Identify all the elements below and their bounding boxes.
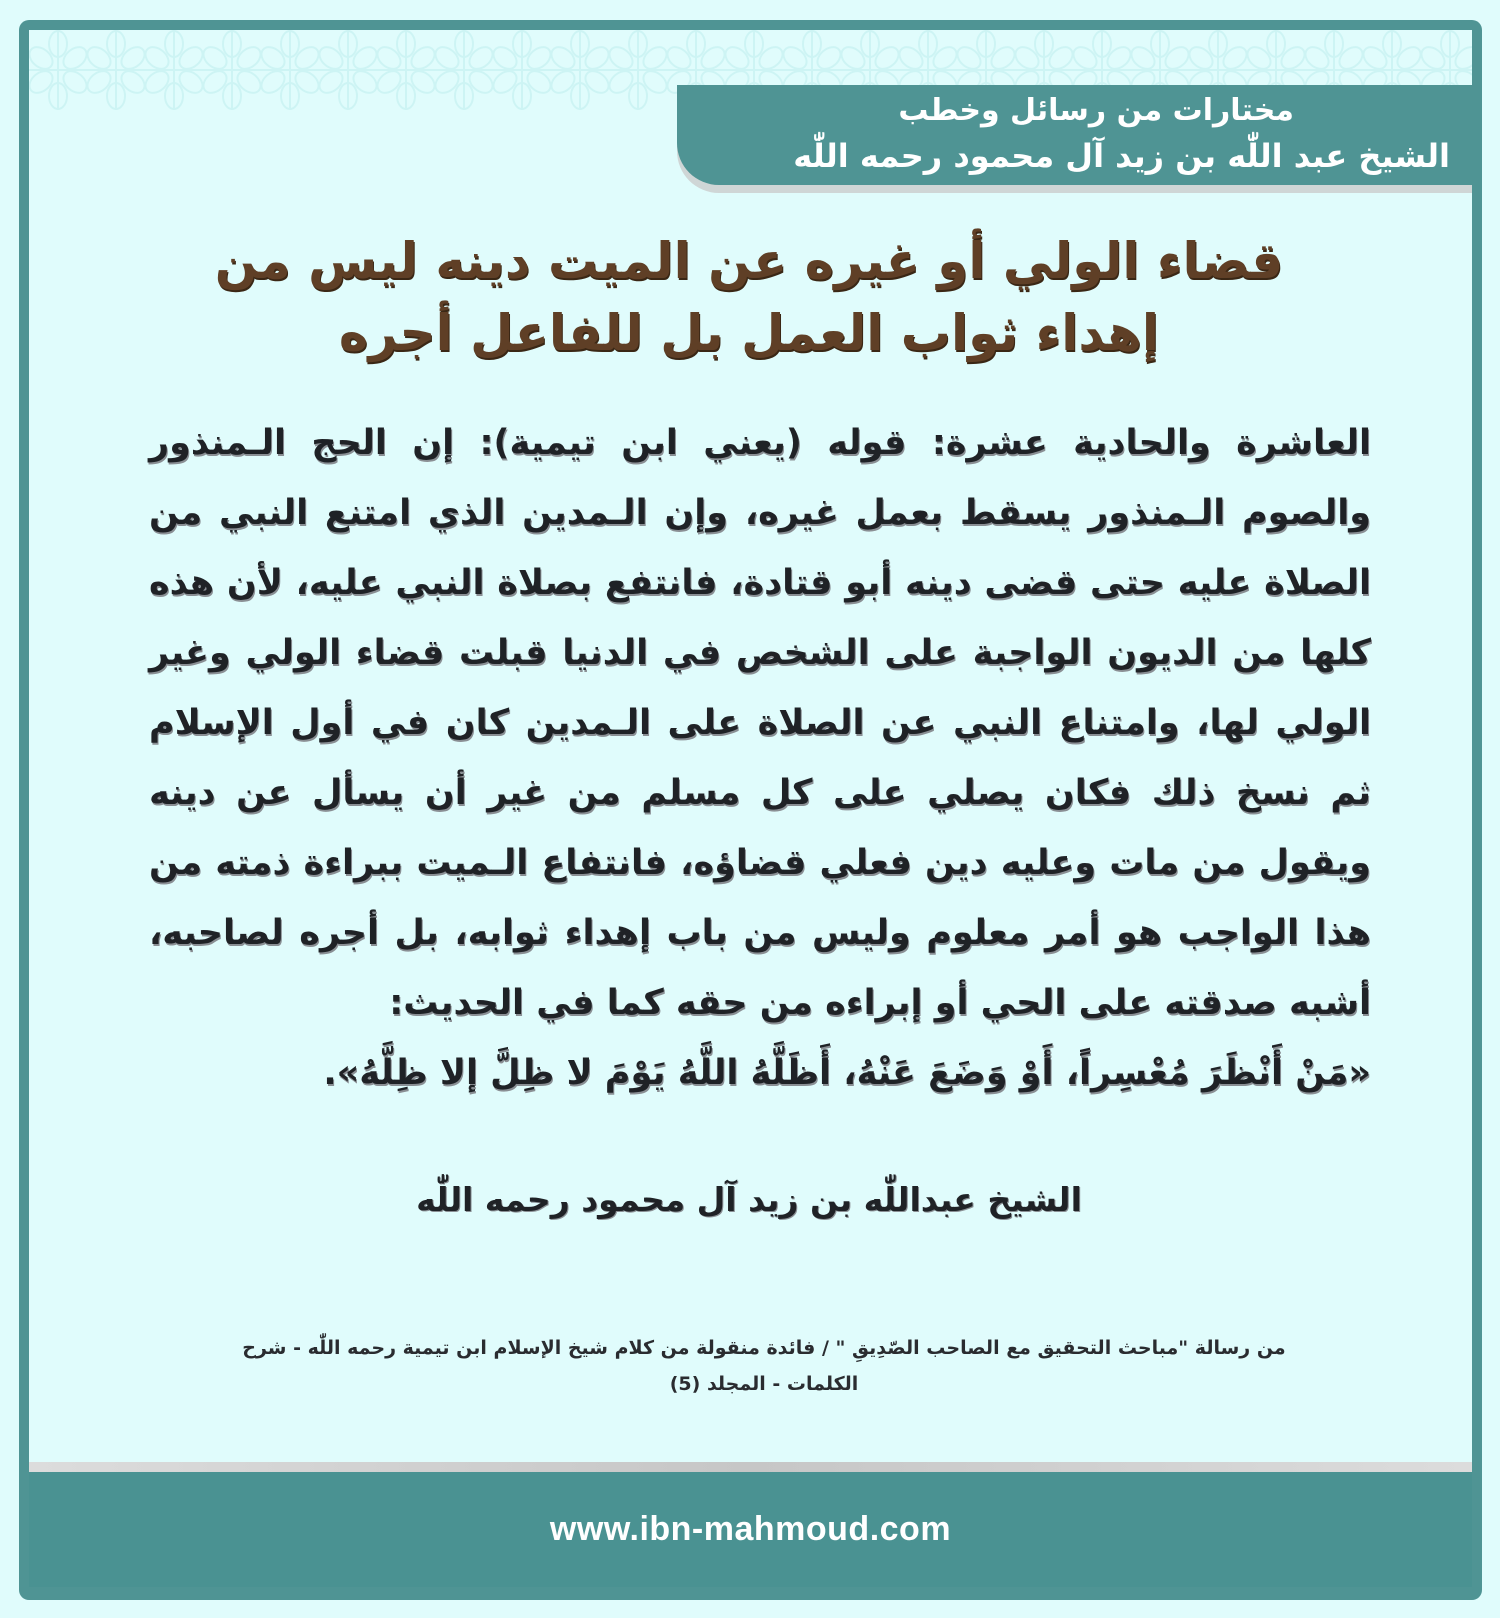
hadith-quote: «مَنْ أَنْظَرَ مُعْسِراً، أَوْ وَضَعَ عَنْهُ، أَظَلَّهُ اللَّهُ يَوْمَ لا ظِلَّ إلا ظِلَّهُ».: [323, 1053, 1371, 1093]
article-title-line-2: إهداء ثواب العمل بل للفاعل أجره: [338, 304, 1160, 362]
source-citation-line-2: الكلمات - المجلد (5): [669, 1373, 859, 1395]
footer-bar: [29, 1472, 1472, 1587]
source-citation-line-1: من رسالة "مباحث التحقيق مع الصاحب الصّدِيقِ " / فائدة منقولة من كلام شيخ الإسلام ابن تيمية رحمه اللّٰه - شرح: [242, 1337, 1286, 1359]
header-banner: [677, 85, 1472, 185]
card-inner: [29, 30, 1472, 1462]
article-paragraph: العاشرة والحادية عشرة: قوله (يعني ابن تيمية): إن الحج الـمنذور والصوم الـمنذور يسقط بعمل غيره، وإن الـمدين الذي امتنع النبي من الصلاة عليه حتى قضى دينه أبو قتادة، فانتفع بصلاة النبي عليه، لأن هذه كلها من الديون الواجبة على الشخص في الدنيا قبلت قضاء الولي وغير الولي لها، وامتناع النبي عن الصلاة على الـمدين كان في أول الإسلام ثم نسخ ذلك فكان يصلي على كل مسلم من غير أن يسأل عن دينه ويقول من مات وعليه دين فعلي قضاؤه، فانتفاع الـميت ببراءة ذمته من هذا الواجب هو أمر معلوم وليس من باب إهداء ثوابه، بل أجره لصاحبه، أشبه صدقته على الحي أو إبراءه من حقه كما في الحديث:: [149, 423, 1371, 1023]
banner-series-title: مختارات من رسائل وخطب: [898, 93, 1294, 128]
article-title-line-1: قضاء الولي أو غيره عن الميت دينه ليس من: [214, 232, 1284, 290]
source-citation: [149, 1330, 1379, 1402]
article-body: [149, 408, 1371, 1108]
banner-author-name: الشيخ عبد اللّٰه بن زيد آل محمود رحمه اللّٰه: [793, 137, 1450, 175]
card-frame: [19, 20, 1482, 1600]
footer-divider: [29, 1462, 1472, 1472]
article-title: [149, 225, 1349, 369]
author-signature: الشيخ عبداللّٰه بن زيد آل محمود رحمه اللّٰه: [416, 1180, 1082, 1219]
website-link[interactable]: www.ibn-mahmoud.com: [549, 1510, 952, 1548]
